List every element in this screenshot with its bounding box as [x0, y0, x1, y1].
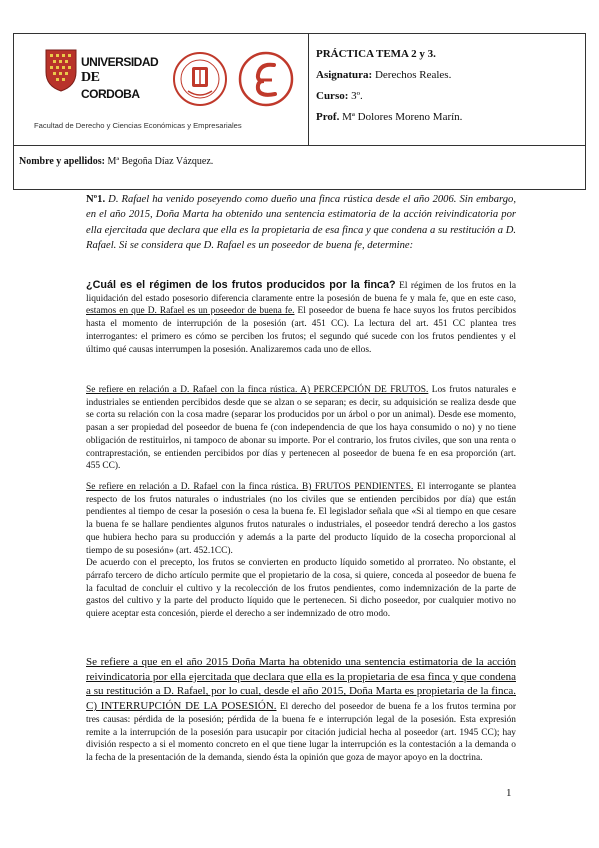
faculty-seal-icon [172, 51, 228, 107]
header-table [13, 33, 586, 190]
section-a-heading: Se refiere en relación a D. Rafael con la finca rústica. A) PERCEPCIÓN DE FRUTOS. [86, 385, 429, 395]
practice-info-cell [309, 34, 586, 146]
section-c [86, 655, 516, 765]
section-c-text: El derecho del poseedor de buena fe a los frutos termina por tres causas: pérdida de la posesión; pérdida de la buena fe e interrupción legal de la posesión. Esta expresión remite a la interrupción de la posesión para usucapir por citación judicial hecha al poseedor (art. 1945 CC); hay división respecto a si el momento concreto en el que tiene lugar la interrupción es la contestación a la demanda o la fecha de la presentación de la demanda, siendo ésta la opinión que goza de mayor apoyo en la doctrina. [86, 702, 516, 763]
subject-label: Asignatura: [316, 69, 373, 81]
section-b [86, 481, 516, 621]
logo-cell [14, 34, 309, 146]
name-label: Nombre y apellidos: [19, 156, 105, 167]
prof-label: Prof. [316, 111, 340, 123]
economics-logo-icon [238, 51, 294, 107]
faculty-name: Facultad de Derecho y Ciencias Económicas y Empresariales [34, 121, 242, 130]
section-b-text-1: El interrogante se plantea respecto de los frutos naturales o industriales (no los civiles que se entienden percibidos por día) que están pendientes al tiempo de cesar la posesión o cesa la buena fe. El legislador señala que «Si al tiempo en que cesare la buena fe se hallare pendientes algunos frutos naturales o industriales, el poseedor tendrá derecho a los gastos que hubiera hecho para su producción y además a la parte del producto líquido de la cosecha proporcional al tiempo de su posesión» (art. 452.1CC). [86, 482, 517, 556]
course-label: Curso: [316, 90, 349, 102]
question-heading: ¿Cuál es el régimen de los frutos producidos por la finca? [86, 279, 396, 291]
university-name: UNIVERSIDAD DE CORDOBA [81, 55, 159, 101]
exercise-number: Nº1. [86, 194, 106, 205]
university-crest-icon [44, 48, 78, 92]
section-b-heading: Se refiere en relación a D. Rafael con la finca rústica. B) FRUTOS PENDIENTES. [86, 482, 414, 492]
section-b-text-2: De acuerdo con el precepto, los frutos se convierten en producto líquido sometido al prorrateo. No obstante, el párrafo tercero de dicho artículo permite que el propietario de la cosa, si quiere, conceda al poseedor de buena fe la facultad de concluir el cultivo y la recolección de los frutos pendientes, como indemnización de la parte de gastos del cultivo y la parte del producto líquido que le pertenecen. Si dicho poseedor, por cualquier motivo no quiere aceptar esta concesión, pierde el derecho a ser indemnizado de otro modo. [86, 558, 516, 620]
page-number: 1 [506, 787, 512, 799]
student-name-cell [14, 146, 586, 190]
question-1 [86, 279, 516, 356]
exercise-statement [86, 192, 516, 254]
q1-paragraph-2: El poseedor de buena fe hace suyos los frutos percibidos hasta el momento de interrupción de la posesión (art. 451 CC). La lectura del art. 451 CC plantea tres interrogantes: el primero es cómo se perciben los frutos; el segundo qué sucede con los frutos pendientes y el último qué causas interrumpen la posesión. Analizaremos cada uno de ellos. [86, 306, 516, 355]
subject-value: Derechos Reales. [374, 69, 452, 81]
prof-value: Mª Dolores Moreno Marín. [342, 111, 463, 123]
q1-underlined: estamos en que D. Rafael es un poseedor de buena fe. [86, 306, 295, 317]
section-a [86, 384, 516, 473]
practice-title: PRÁCTICA TEMA 2 y 3. [316, 48, 436, 60]
course-value: 3º. [351, 90, 363, 102]
section-a-text: Los frutos naturales e industriales se entienden percibidos desde que se alzan o se separan; es decir, su adquisición se realiza desde que se corta su relación con la cosa madre (separar los producidos por un árbol o por un animal). Desde ese momento, pasan a ser propiedad del poseedor de buena fe (con independencia de que los haya consumido o no) y no tiene obligación de restituirlos, ni tampoco de abonar su importe. Por el contrario, los frutos civiles, que son una renta o contraprestación, se entienden percibidos por días y pertenecen al poseedor de buena fe en esa proporción (art. 455 CC). [86, 385, 516, 472]
q1-paragraph-1: El régimen de los frutos en la liquidación del estado posesorio diferencia claramente entre la posesión de buena fe y mala fe, que en este caso, [86, 281, 517, 304]
name-value: Mª Begoña Díaz Vázquez. [107, 156, 214, 167]
section-c-heading: Se refiere a que en el año 2015 Doña Marta ha obtenido una sentencia estimatoria de la acción reivindicatoria por ella ejercitada que declara que ella es la propietaria de esa finca y que condena a su restitución a D. Rafael, por lo cual, desde el año 2015, Doña Marta es propietaria de la finca. C) INTERRUPCIÓN DE LA POSESIÓN. [86, 656, 516, 713]
exercise-text: D. Rafael ha venido poseyendo como dueño una finca rústica desde el año 2006. Sin embargo, en el año 2015, Doña Marta ha obtenido una sentencia estimatoria de la acción reivindicatoria por ella ejercitada que declara que ella es la propietaria de esa finca y que condena a su restitución a D. Rafael. Si se considera que D. Rafael es un poseedor de buena fe, determine: [86, 194, 516, 252]
